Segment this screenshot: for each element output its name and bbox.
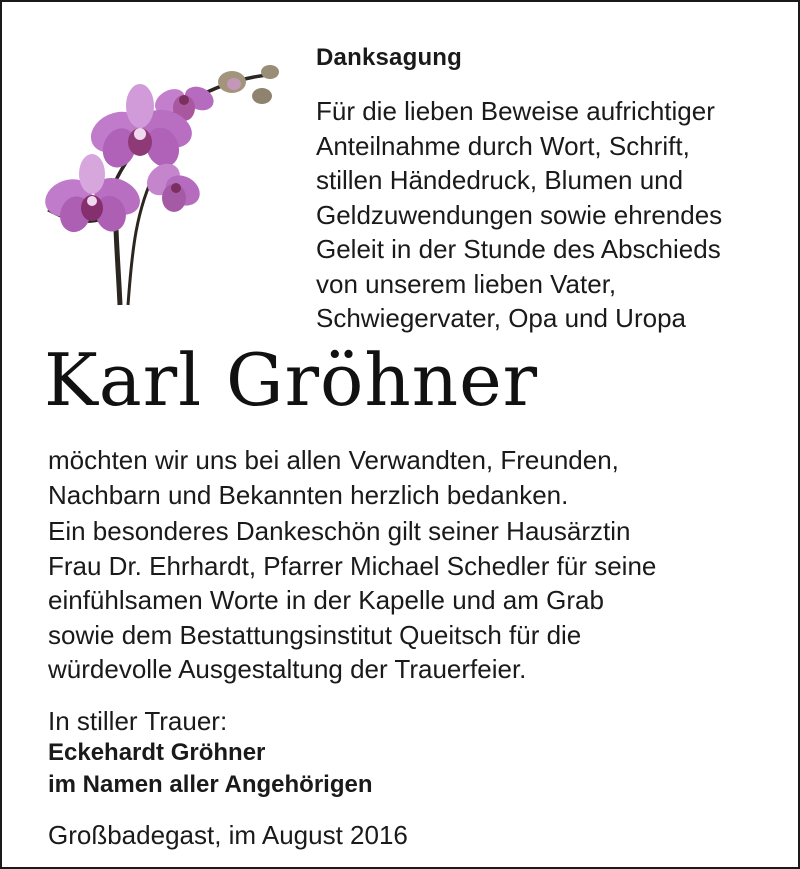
signer-note: im Namen aller Angehörigen [48,771,373,798]
place-date: Großbadegast, im August 2016 [48,820,408,850]
special-thanks-line: Frau Dr. Ehrhardt, Pfarrer Michael Schedler für seine [48,550,657,581]
signer-name: Eckehardt Gröhner [48,739,266,766]
special-thanks-line: Ein besonderes Dankeschön gilt seiner Hausärztin [48,516,631,546]
special-thanks-paragraph [48,514,788,687]
orchid-icon [36,60,298,312]
deceased-name: Karl Gröhner [44,338,539,422]
intro-line: Geleit in der Stunde des Abschieds [316,234,721,264]
special-thanks-line: würdevolle Ausgestaltung der Trauerfeier. [48,654,527,684]
special-thanks-line: einfühlsamen Worte in der Kapelle und am Grab [48,585,604,615]
thanks-line: Nachbarn und Bekannten herzlich bedanken. [48,479,569,510]
intro-line: Schwiegervater, Opa und Uropa [316,303,686,333]
intro-line: von unserem lieben Vater, [316,268,617,299]
intro-line: Geldzuwendungen sowie ehrendes [316,199,723,230]
thanks-paragraph [48,443,788,512]
special-thanks-line: sowie dem Bestattungsinstitut Queitsch für die [48,619,582,650]
intro-line: Für die lieben Beweise aufrichtiger [316,96,715,126]
mourning-label: In stiller Trauer: [48,706,228,736]
thanks-line: möchten wir uns bei allen Verwandten, Freunden, [48,445,619,475]
notice-heading: Danksagung [316,44,463,71]
intro-text [316,94,786,336]
intro-line: Anteilnahme durch Wort, Schrift, [316,130,690,161]
intro-line: stillen Händedruck, Blumen und [316,165,684,195]
